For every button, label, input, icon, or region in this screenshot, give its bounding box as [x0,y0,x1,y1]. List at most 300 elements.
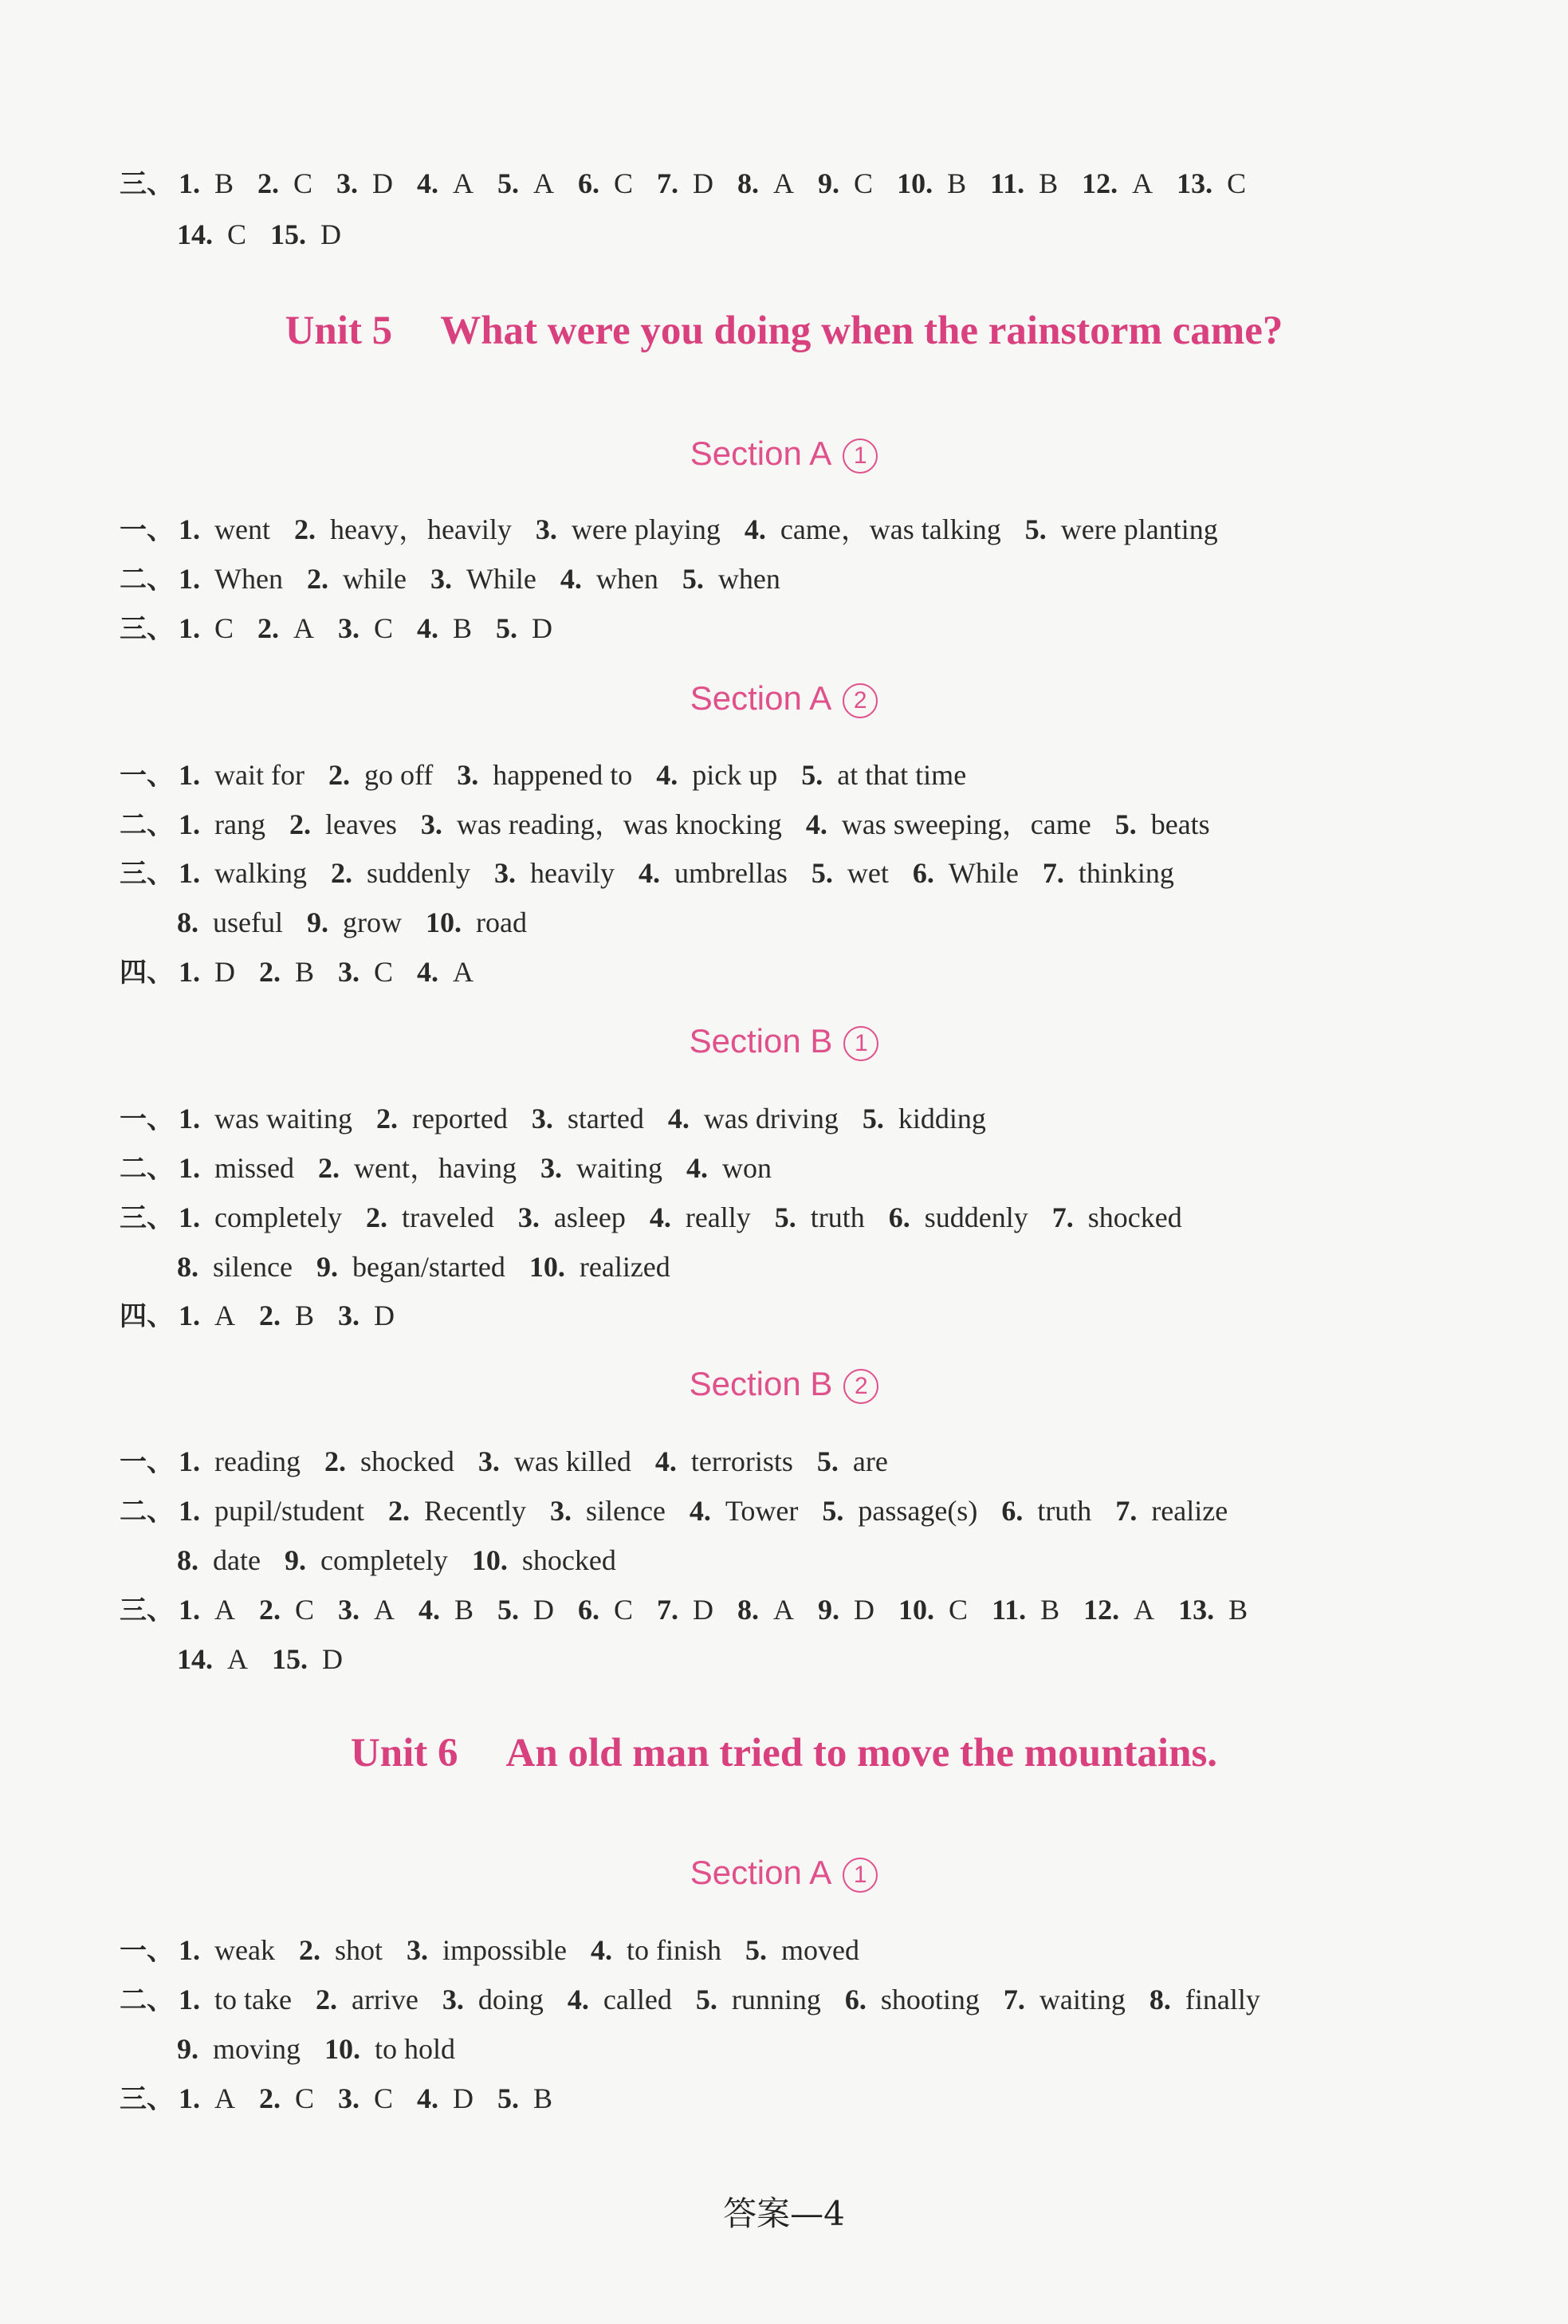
answer-item [992,1594,1059,1626]
answer-text: are [852,1445,888,1477]
answer-item [822,1495,977,1527]
answer-item [177,906,283,938]
answer-text: began/started [352,1251,505,1283]
question-number: 5. [811,857,833,889]
question-number: 5. [496,612,518,644]
section-title [0,679,1568,718]
answer-item [426,906,527,938]
question-number: 3. [336,167,359,199]
question-number: 1. [179,1594,200,1626]
answer-item [324,2033,455,2065]
answer-line [177,1642,367,1677]
question-number: 4. [417,167,439,199]
question-number: 2. [330,857,352,889]
answer-text: D [214,956,235,988]
answer-text: moved [781,1934,859,1966]
answer-text: at that time [837,759,967,791]
answer-text: wait for [214,759,305,791]
answer-item [686,1152,772,1184]
answer-item [179,956,235,988]
answer-item [737,167,794,199]
answer-text: to hold [375,2033,456,2065]
answer-item [270,218,341,250]
circled-number: 2 [843,683,878,718]
answer-item [179,1300,235,1331]
answer-item [845,1984,980,2015]
answer-item [818,167,873,199]
answer-text: when [595,563,658,595]
question-number: 1. [179,513,200,545]
question-number: 7. [657,167,679,199]
question-number: 6. [1001,1495,1024,1527]
part-label: 一、 [120,760,174,792]
question-number: 2. [259,1594,281,1626]
answer-text: B [1039,167,1059,199]
question-number: 4. [417,956,439,988]
answer-item [897,167,966,199]
answer-line [120,1493,1252,1529]
answer-item [494,857,615,889]
answer-item [328,759,433,791]
answer-line [120,1444,912,1480]
answer-item [497,1594,554,1626]
answer-text: A [214,2082,235,2114]
answer-text: D [320,218,342,250]
question-number: 2. [259,956,281,988]
answer-text: weak [214,1934,275,1966]
answer-text: A [773,1594,795,1626]
answer-line [120,561,804,597]
question-number: 8. [737,1594,760,1626]
answer-text: A [453,167,474,199]
answer-text: realized [579,1251,670,1283]
question-number: 3. [338,612,360,644]
answer-item [682,563,780,595]
answer-item [338,2082,393,2114]
question-number: 2. [388,1495,410,1527]
answer-text: A [533,167,555,199]
answer-text: was reading，was knocking [456,808,782,840]
answer-text: was waiting [214,1103,352,1134]
answer-text: Tower [725,1495,799,1527]
question-number: 1. [179,808,200,840]
part-label: 四、 [120,957,174,989]
circled-number: 2 [843,1369,878,1404]
question-number: 5. [497,1594,520,1626]
answer-text: leaves [324,808,397,840]
part-label: 三、 [120,613,174,645]
answer-line [120,757,990,793]
answer-text: wet [847,857,889,889]
question-number: 5. [695,1984,717,2015]
part-label: 一、 [120,1103,174,1135]
section-label: Section A [690,435,832,472]
answer-item [1115,808,1210,840]
question-number: 7. [1115,1495,1138,1527]
answer-text: A [214,1594,235,1626]
answer-item [898,1594,968,1626]
question-number: 5. [497,2082,520,2114]
question-number: 9. [177,2033,198,2065]
question-number: 2. [375,1103,398,1134]
question-number: 4. [686,1152,708,1184]
answer-text: A [293,612,315,644]
section-label: Section B [689,1022,833,1060]
answer-text: umbrellas [674,857,788,889]
answer-item [657,1594,713,1626]
part-label: 三、 [120,1595,174,1626]
answer-item [497,167,554,199]
unit-number: Unit 5 [285,309,393,353]
question-number: 7. [1003,1984,1025,2015]
unit-number: Unit 6 [350,1731,458,1775]
answer-item [179,1103,352,1134]
question-number: 9. [818,1594,840,1626]
question-number: 4. [744,513,766,545]
answer-text: C [949,1594,969,1626]
answer-item [272,1643,343,1675]
part-label: 三、 [120,2083,174,2115]
answer-item [1082,167,1153,199]
answer-item [889,1201,1028,1233]
answer-text: go off [364,759,434,791]
circled-number: 1 [843,1026,878,1061]
answer-text: went [214,513,270,545]
answer-item [801,759,966,791]
answer-item [775,1201,865,1233]
question-number: 4. [567,1984,589,2015]
answer-text: grow [342,906,402,938]
answer-text: reported [411,1103,508,1134]
question-number: 4. [417,612,439,644]
section-title [0,435,1568,474]
answer-item [536,513,721,545]
unit-heading: An old man tried to move the mountains. [505,1731,1218,1775]
answer-item [737,1594,794,1626]
answer-item [1083,1594,1154,1626]
answer-text: C [614,1594,634,1626]
answer-text: A [227,1643,248,1675]
answer-item [518,1201,626,1233]
answer-text: missed [214,1152,295,1184]
question-number: 8. [177,906,198,938]
question-number: 3. [477,1445,500,1477]
answer-item [179,1445,301,1477]
answer-text: While [466,563,536,595]
question-number: 13. [1177,167,1213,199]
answer-line [120,611,576,647]
answer-item [177,1544,261,1576]
answer-text: asleep [553,1201,626,1233]
answer-line [120,1150,796,1186]
answer-text: was killed [513,1445,631,1477]
question-number: 6. [888,1201,910,1233]
answer-item [179,808,265,840]
answer-item [417,167,474,199]
answer-text: went，having [354,1152,517,1184]
question-number: 2. [289,808,311,840]
circled-number: 1 [843,438,878,474]
answer-item [179,1495,364,1527]
answer-text: silence [213,1251,293,1283]
question-number: 4. [419,1594,441,1626]
answer-text: C [293,167,313,199]
answer-text: C [214,612,234,644]
answer-text: kidding [898,1103,986,1134]
answer-line [177,905,551,940]
answer-item [1001,1495,1091,1527]
answer-text: really [685,1201,751,1233]
answer-item [442,1984,544,2015]
part-label: 三、 [120,1202,174,1234]
answer-item [696,1984,821,2015]
answer-text: doing [477,1984,544,2015]
answer-item [417,2082,474,2114]
answer-item [331,857,470,889]
section-label: Section A [690,1854,832,1891]
answer-text: D [693,1594,714,1626]
answer-text: D [322,1643,343,1675]
answer-item [497,2082,552,2114]
answer-item [591,1934,721,1966]
answer-text: C [295,2082,315,2114]
question-number: 3. [540,1152,562,1184]
answer-item [650,1201,751,1233]
answer-item [257,612,314,644]
question-number: 3. [420,808,442,840]
question-number: 8. [177,1251,198,1283]
part-label: 一、 [120,514,174,546]
question-number: 2. [293,513,316,545]
answer-item [179,1984,292,2015]
answer-text: B [295,956,315,988]
answer-item [496,612,552,644]
answer-item [179,759,305,791]
part-label: 二、 [120,1153,174,1185]
question-number: 4. [656,759,678,791]
question-number: 5. [1114,808,1137,840]
answer-text: B [295,1300,315,1331]
answer-text: running [731,1984,821,2015]
question-number: 6. [578,1594,600,1626]
answer-line [120,1592,1271,1628]
answer-item [324,1445,454,1477]
answer-line [120,855,1198,891]
answer-text: rang [214,808,265,840]
question-number: 4. [649,1201,671,1233]
answer-item [1043,857,1174,889]
answer-item [376,1103,508,1134]
question-number: 3. [406,1934,428,1966]
answer-text: called [603,1984,672,2015]
question-number: 6. [578,167,600,199]
question-number: 3. [457,759,479,791]
unit-heading: What were you doing when the rainstorm came? [440,309,1283,353]
answer-item [177,2033,301,2065]
answer-line [177,2031,479,2066]
answer-item [1177,167,1246,199]
section-title [0,1022,1568,1061]
part-label: 三、 [120,858,174,890]
answer-text: C [614,167,634,199]
answer-item [532,1103,644,1134]
question-number: 11. [990,167,1025,199]
answer-line [177,217,365,252]
answer-item [179,612,234,644]
question-number: 4. [689,1495,711,1527]
answer-item [639,857,788,889]
answer-item [259,956,314,988]
answer-item [179,1934,275,1966]
answer-text: D [453,2082,474,2114]
question-number: 7. [1051,1201,1074,1233]
answer-item [407,1934,567,1966]
answer-text: realize [1151,1495,1228,1527]
answer-text: suddenly [366,857,470,889]
answer-text: suddenly [924,1201,1028,1233]
answer-text: C [374,2082,394,2114]
question-number: 3. [430,563,452,595]
answer-text: shocked [521,1544,616,1576]
question-number: 2. [298,1934,320,1966]
answer-text: moving [213,2033,301,2065]
part-label: 二、 [120,1496,174,1528]
answer-item [806,808,1091,840]
answer-line [120,954,497,990]
answer-text: were playing [571,513,721,545]
question-number: 4. [591,1934,612,1966]
answer-text: D [854,1594,875,1626]
answer-text: C [295,1594,315,1626]
answer-item [259,1594,314,1626]
question-number: 1. [179,1984,200,2015]
answer-text: D [532,612,553,644]
answer-text: walking [214,857,307,889]
question-number: 3. [338,956,360,988]
answer-text: B [454,1594,474,1626]
answer-item [257,167,312,199]
page-number: 答案—4 [723,2194,845,2233]
question-number: 2. [328,759,350,791]
answer-text: while [342,563,407,595]
answer-item [529,1251,670,1283]
question-number: 1. [179,1495,200,1527]
answer-text: A [1134,1594,1155,1626]
answer-item [1052,1201,1182,1233]
question-number: 3. [535,513,557,545]
answer-item [179,1201,342,1233]
answer-line [120,1982,1284,2018]
answer-text: useful [213,906,283,938]
answer-line [120,166,1270,202]
question-number: 8. [1149,1984,1171,2015]
question-number: 1. [179,956,200,988]
question-number: 3. [549,1495,572,1527]
answer-line [120,512,1242,548]
answer-text: C [227,218,247,250]
question-number: 3. [493,857,516,889]
question-number: 2. [324,1445,346,1477]
answer-item [307,906,402,938]
answer-item [177,218,246,250]
answer-text: A [773,167,795,199]
answer-item [817,1445,888,1477]
answer-item [913,857,1019,889]
section-title [0,1854,1568,1893]
answer-line [120,1933,883,1968]
question-number: 2. [259,2082,281,2114]
question-number: 2. [259,1300,281,1331]
question-number: 1. [179,1103,200,1134]
question-number: 14. [177,1643,213,1675]
answer-text: D [372,167,394,199]
answer-text: impossible [442,1934,567,1966]
answer-item [578,167,633,199]
answer-text: arrive [351,1984,419,2015]
answer-item [388,1495,526,1527]
answer-item [366,1201,494,1233]
answer-item [812,857,889,889]
part-label: 一、 [120,1446,174,1478]
answer-item [179,167,234,199]
answer-text: waiting [1039,1984,1126,2015]
answer-text: truth [810,1201,865,1233]
question-number: 11. [992,1594,1027,1626]
answer-item [179,1594,235,1626]
answer-text: came，was talking [780,513,1001,545]
unit-title [0,1730,1568,1776]
question-number: 5. [822,1495,844,1527]
question-number: 4. [654,1445,677,1477]
answer-item [990,167,1058,199]
answer-item [472,1544,616,1576]
answer-item [307,563,407,595]
question-number: 2. [257,167,280,199]
answer-text: B [453,612,473,644]
answer-text: started [567,1103,644,1134]
question-number: 15. [270,218,307,250]
part-label: 二、 [120,564,174,596]
answer-item [179,563,283,595]
answer-text: pick up [692,759,778,791]
answer-line [120,1101,1010,1137]
answer-item [1178,1594,1248,1626]
answer-text: waiting [576,1152,662,1184]
question-number: 15. [272,1643,308,1675]
answer-text: passage(s) [858,1495,978,1527]
answer-line [177,1543,640,1578]
question-number: 9. [306,906,328,938]
question-number: 10. [425,906,462,938]
question-number: 5. [1024,513,1047,545]
answer-text: When [214,563,283,595]
answer-text: to take [214,1984,292,2015]
question-number: 5. [816,1445,839,1477]
question-number: 2. [365,1201,387,1233]
part-label: 四、 [120,1300,174,1332]
answer-item [316,1984,419,2015]
answer-text: to finish [627,1934,722,1966]
question-number: 1. [179,1934,200,1966]
answer-item [745,513,1001,545]
question-number: 4. [638,857,660,889]
answer-item [285,1544,448,1576]
question-number: 12. [1083,1594,1120,1626]
answer-text: completely [320,1544,448,1576]
question-number: 10. [529,1251,565,1283]
question-number: 7. [1042,857,1064,889]
question-number: 13. [1178,1594,1215,1626]
